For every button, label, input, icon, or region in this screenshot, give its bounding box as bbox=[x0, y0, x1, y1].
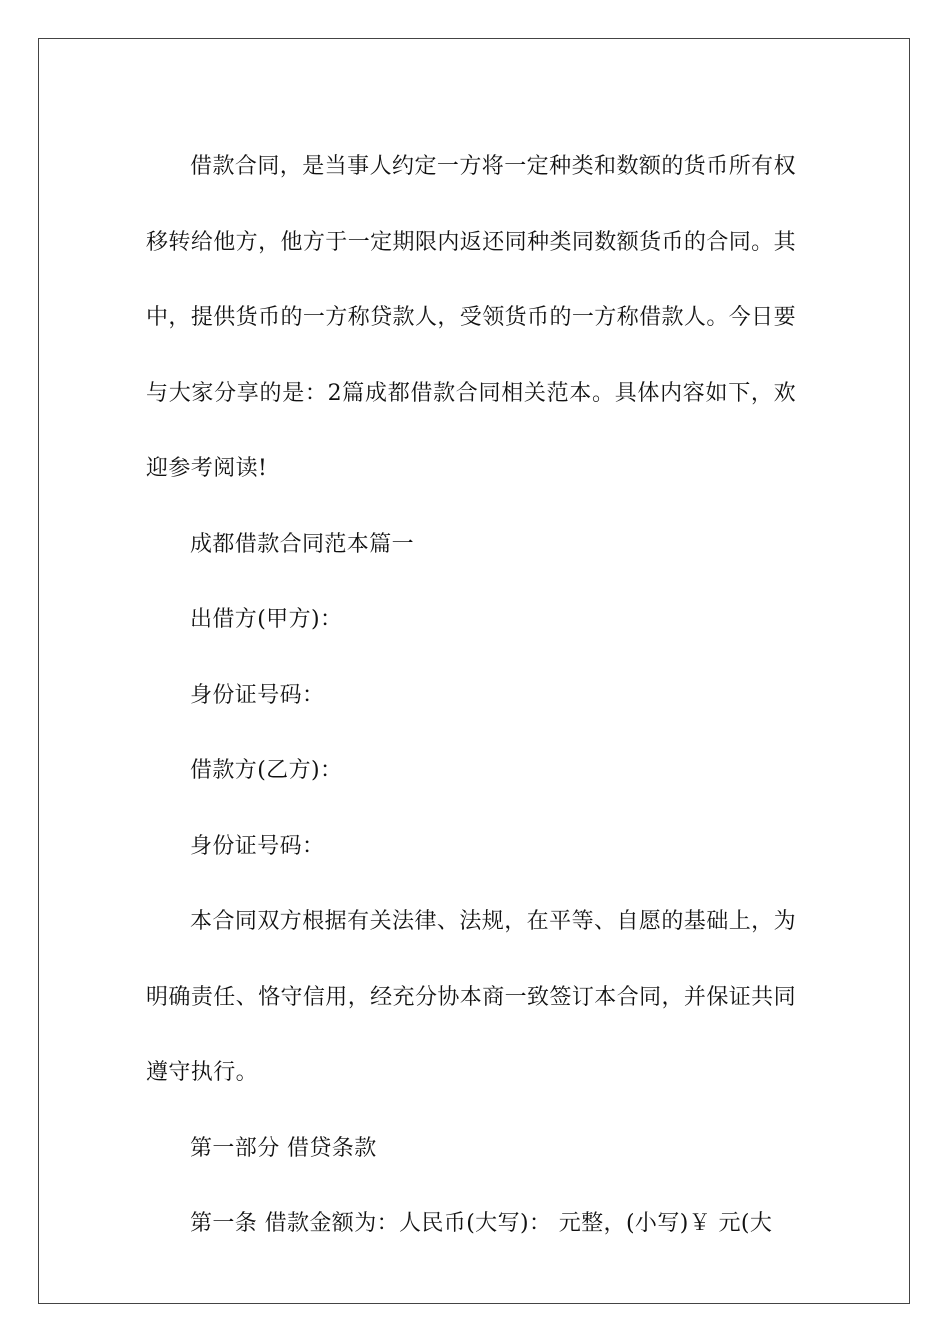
article-one: 第一条 借款金额为：人民币(大写)： 元整，(小写)￥ 元(大 bbox=[190, 1211, 773, 1236]
document-body bbox=[146, 129, 796, 1262]
intro-paragraph: 借款合同，是当事人约定一方将一定种类和数额的货币所有权移转给他方，他方于一定期限内返还同种类同数额货币的合同。其中，提供货币的一方称贷款人，受领货币的一方称借款人。今日要与大家分享的是：2篇成都借款合同相关范本。具体内容如下，欢迎参考阅读! bbox=[146, 154, 796, 481]
part-one-title: 第一部分 借贷条款 bbox=[190, 1135, 377, 1161]
lender-id-label: 身份证号码： bbox=[190, 682, 325, 708]
borrower-label: 借款方(乙方)： bbox=[190, 758, 343, 783]
section-title: 成都借款合同范本篇一 bbox=[190, 531, 415, 557]
borrower-id-label: 身份证号码： bbox=[190, 833, 325, 859]
lender-label: 出借方(甲方)： bbox=[190, 607, 343, 632]
preamble-paragraph: 本合同双方根据有关法律、法规，在平等、自愿的基础上，为明确责任、恪守信用，经充分协本商一致签订本合同，并保证共同遵守执行。 bbox=[146, 909, 796, 1085]
